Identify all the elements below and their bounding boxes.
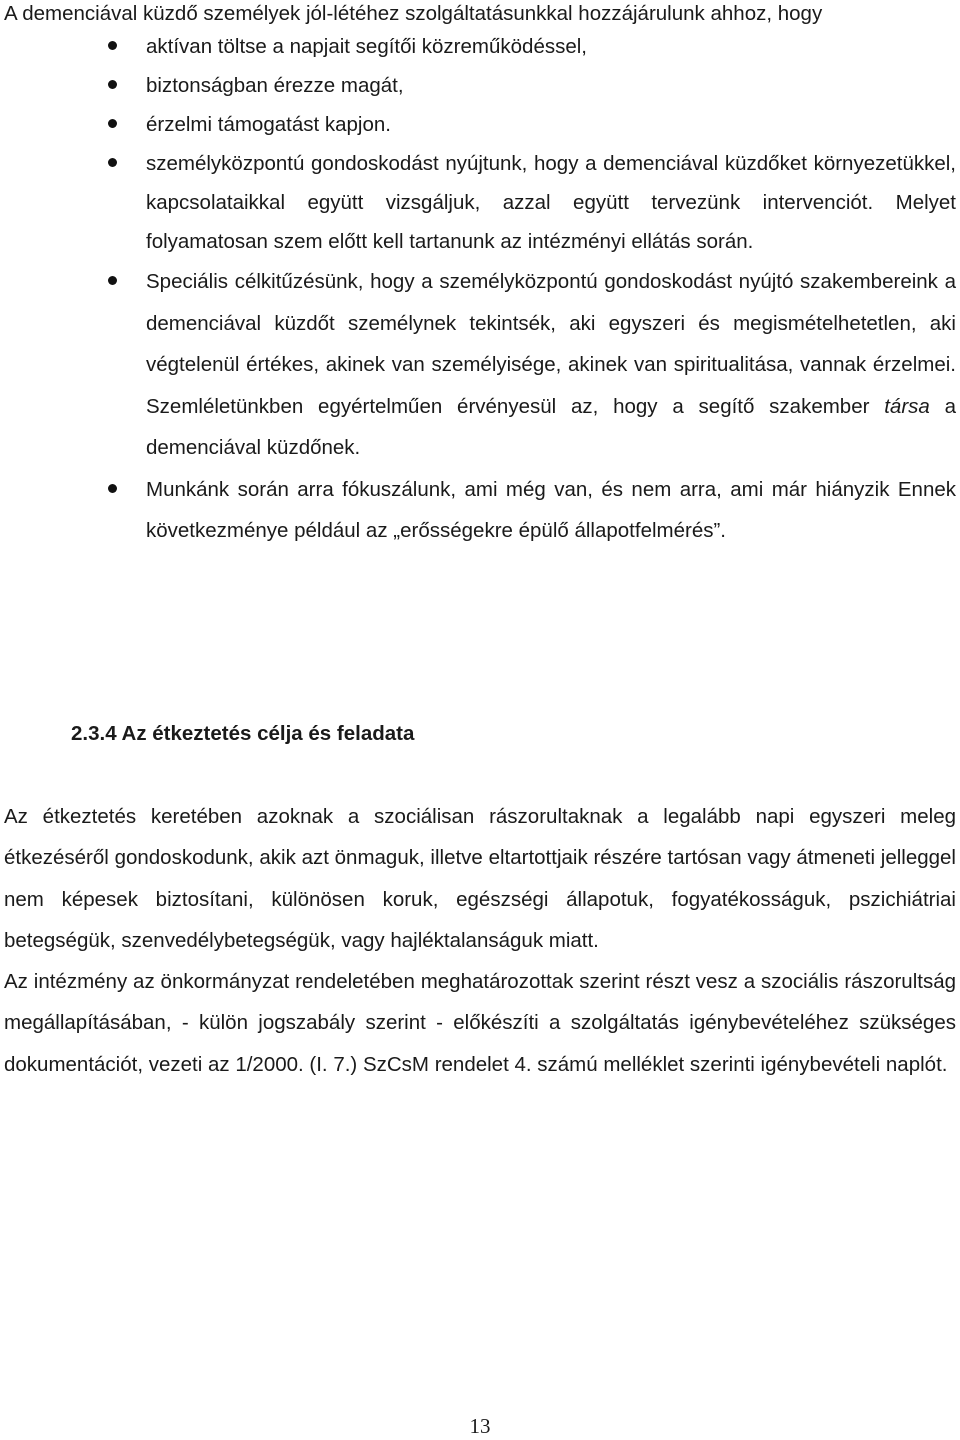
italic-word: társa (884, 394, 930, 418)
list-item-text: biztonságban érezze magát, (146, 74, 404, 97)
paragraph: Az étkeztetés keretében azoknak a szociálisan rászorultaknak a legalább napi egyszeri meleg étkezéséről gondoskodunk, akik azt önmaguk, illetve eltartottjaik részére tartósan vagy átmeneti jelleggel nem képesek biztosítani, különösen koruk, egészségi állapotuk, fogyatékosságuk, pszichiátriai betegségük, szenvedélybetegségük, vagy hajléktalanságuk miatt. (4, 805, 956, 952)
intro-line: A demenciával küzdő személyek jól-létéhez szolgáltatásunkkal hozzájárulunk ahhoz, hogy (4, 2, 823, 25)
list-item-text-part: a demenciával küzdőnek. (146, 394, 956, 459)
bullet-icon (108, 119, 117, 128)
page-number: 13 (469, 1414, 491, 1438)
bullet-icon (108, 41, 117, 50)
list-item-text: Munkánk során arra fókuszálunk, ami még van, és nem arra, ami már hiányzik Ennek következménye például az „erősségekre épülő állapotfelmérés”. (146, 477, 956, 542)
list-item (0, 261, 960, 469)
list-item-text: aktívan töltse a napjait segítői közreműködéssel, (146, 35, 587, 58)
list-item (0, 105, 960, 144)
list-item-text (146, 270, 956, 459)
bullet-icon (108, 158, 117, 167)
list-item-text: személyközpontú gondoskodást nyújtunk, hogy a demenciával küzdőket környezetükkel, kapcsolataikkal együtt vizsgáljuk, azzal együtt tervezünk intervenciót. Melyet folyamatosan szem előtt kell tartanunk az intézményi ellátás során. (146, 152, 956, 253)
bullet-icon (108, 276, 117, 285)
list-item-text: érzelmi támogatást kapjon. (146, 113, 391, 136)
bullet-icon (108, 80, 117, 89)
bullet-icon (108, 484, 117, 493)
section-heading: 2.3.4 Az étkeztetés célja és feladata (71, 722, 415, 745)
list-item (0, 66, 960, 105)
body-text (4, 796, 956, 1085)
paragraph: Az intézmény az önkormányzat rendeletében meghatározottak szerint részt vesz a szociális rászorultság megállapításában, - külön jogszabály szerint - előkészíti a szolgáltatás igénybevételéhez szükséges dokumentációt, vezeti az 1/2000. (I. 7.) SzCsM rendelet 4. számú melléklet szerinti igénybevételi naplót. (4, 970, 956, 1076)
list-item (0, 27, 960, 66)
list-item-text-part: Speciális célkitűzésünk, hogy a személyközpontú gondoskodást nyújtó szakembereink a demenciával küzdőt személynek tekintsék, aki egyszeri és megismételhetetlen, aki végtelenül értékes, akinek van személyisége, akinek van spiritualitása, vannak érzelmei. Szemléletünkben egyértelműen érvényesül az, hogy a segítő szakember (146, 270, 956, 418)
list-item (0, 144, 960, 261)
list-item (0, 469, 960, 552)
bullet-list (0, 27, 960, 552)
